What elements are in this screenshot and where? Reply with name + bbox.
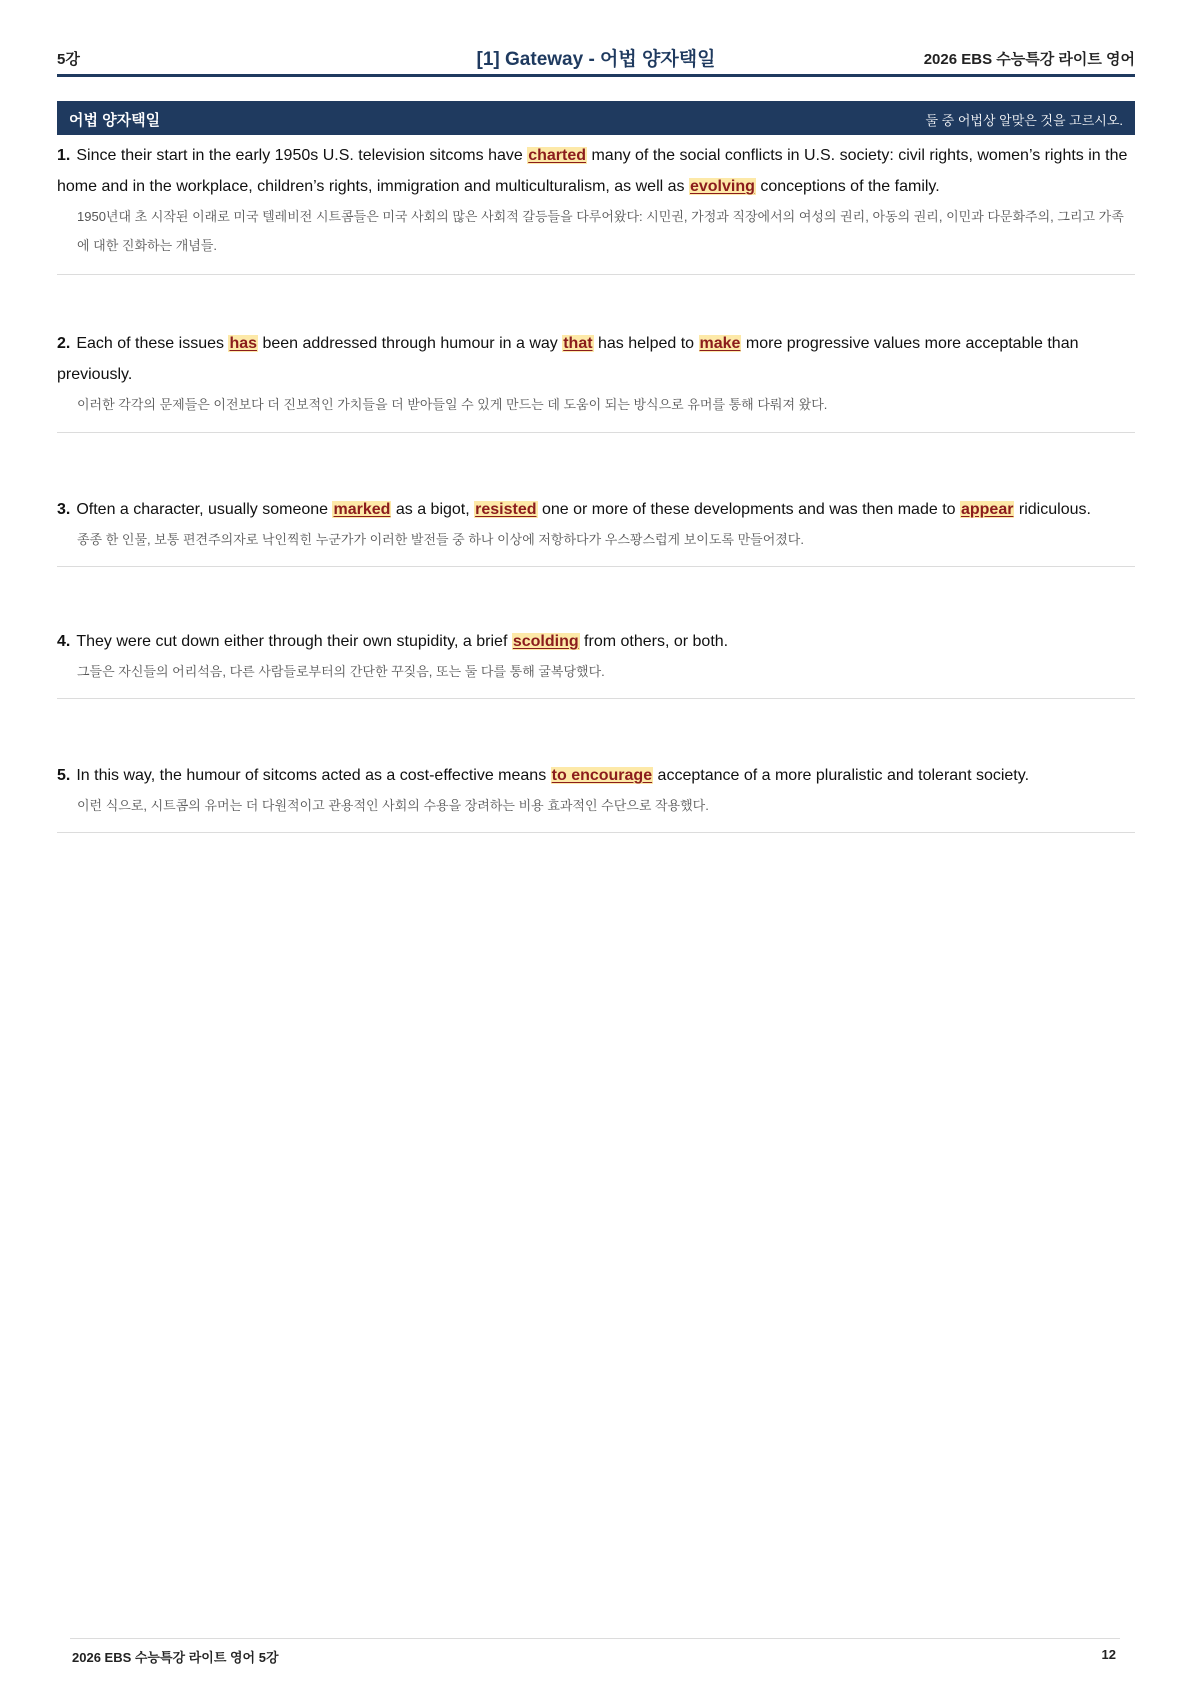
question-number: 5. bbox=[57, 767, 71, 784]
question-number: 4. bbox=[57, 633, 71, 650]
question-text bbox=[57, 760, 1135, 791]
book-title: 2026 EBS 수능특강 라이트 영어 bbox=[923, 51, 1135, 68]
grammar-choice[interactable]: has bbox=[229, 335, 258, 352]
question-1 bbox=[57, 140, 1135, 275]
text-segment: Often a character, usually someone bbox=[76, 501, 333, 518]
text-segment: as a bigot, bbox=[391, 501, 475, 518]
text-segment: In this way, the humour of sitcoms acted as a cost-effective means bbox=[76, 767, 551, 784]
korean-translation: 1950년대 초 시작된 이래로 미국 텔레비전 시트콤들은 미국 사회의 많은 사회적 갈등들을 다루어왔다: 시민권, 가정과 직장에서의 여성의 권리, 아동의 권리, 이민과 다문화주의, 그리고 가족에 대한 진화하는 개념들. bbox=[77, 209, 1124, 253]
korean-translation: 그들은 자신들의 어리석음, 다른 사람들로부터의 간단한 꾸짖음, 또는 둘 다를 통해 굴복당했다. bbox=[77, 664, 605, 679]
korean-translation: 종종 한 인물, 보통 편견주의자로 낙인찍힌 누군가가 이러한 발전들 중 하나 이상에 저항하다가 우스꽝스럽게 보이도록 만들어졌다. bbox=[77, 532, 804, 547]
question-text bbox=[57, 626, 1135, 657]
text-segment: ridiculous. bbox=[1014, 501, 1091, 518]
page-title: [1] Gateway - 어법 양자택일 bbox=[476, 49, 716, 70]
text-segment: many of the social conflicts in U.S. society: civil rights, women’s rights in the home and in the workplace, children’s rights, immigration and multiculturalism, as well as bbox=[57, 147, 1128, 195]
grammar-choice[interactable]: evolving bbox=[689, 178, 755, 195]
question-text bbox=[57, 494, 1135, 525]
korean-translation: 이런 식으로, 시트콤의 유머는 더 다원적이고 관용적인 사회의 수용을 장려하는 비용 효과적인 수단으로 작용했다. bbox=[77, 798, 709, 813]
section-instruction: 둘 중 어법상 알맞은 것을 고르시오. bbox=[925, 113, 1123, 128]
grammar-choice[interactable]: resisted bbox=[475, 501, 537, 518]
question-text bbox=[57, 140, 1135, 202]
question-3 bbox=[57, 494, 1135, 567]
grammar-choice[interactable]: to encourage bbox=[551, 767, 653, 784]
grammar-choice[interactable]: charted bbox=[528, 147, 587, 164]
page-number: 12 bbox=[1101, 1647, 1116, 1662]
text-segment: more progressive values more acceptable than previously. bbox=[57, 335, 1079, 383]
text-segment: acceptance of a more pluralistic and tolerant society. bbox=[653, 767, 1030, 784]
grammar-choice[interactable]: scolding bbox=[512, 633, 579, 650]
footer-book-lesson: 2026 EBS 수능특강 라이트 영어 5강 bbox=[72, 1650, 279, 1665]
text-segment: from others, or both. bbox=[579, 633, 729, 650]
text-segment: They were cut down either through their own stupidity, a brief bbox=[76, 633, 512, 650]
question-number: 3. bbox=[57, 501, 71, 518]
grammar-choice[interactable]: that bbox=[563, 335, 593, 352]
page-header bbox=[57, 44, 1135, 77]
grammar-choice[interactable]: make bbox=[699, 335, 741, 352]
question-4 bbox=[57, 626, 1135, 699]
question-number: 1. bbox=[57, 147, 71, 164]
question-text bbox=[57, 328, 1135, 390]
text-segment: Since their start in the early 1950s U.S. television sitcoms have bbox=[76, 147, 528, 164]
section-bar bbox=[57, 101, 1135, 135]
page-footer bbox=[70, 1638, 1120, 1671]
grammar-choice[interactable]: marked bbox=[333, 501, 391, 518]
grammar-choice[interactable]: appear bbox=[960, 501, 1014, 518]
text-segment: been addressed through humour in a way bbox=[258, 335, 563, 352]
section-title: 어법 양자택일 bbox=[69, 112, 161, 129]
text-segment: has helped to bbox=[593, 335, 699, 352]
text-segment: conceptions of the family. bbox=[755, 178, 940, 195]
text-segment: Each of these issues bbox=[76, 335, 229, 352]
korean-translation: 이러한 각각의 문제들은 이전보다 더 진보적인 가치들을 더 받아들일 수 있게 만드는 데 도움이 되는 방식으로 유머를 통해 다뤄져 왔다. bbox=[77, 397, 828, 412]
question-number: 2. bbox=[57, 335, 71, 352]
lesson-label: 5강 bbox=[57, 51, 80, 68]
question-2 bbox=[57, 328, 1135, 433]
text-segment: one or more of these developments and was then made to bbox=[537, 501, 960, 518]
question-5 bbox=[57, 760, 1135, 833]
